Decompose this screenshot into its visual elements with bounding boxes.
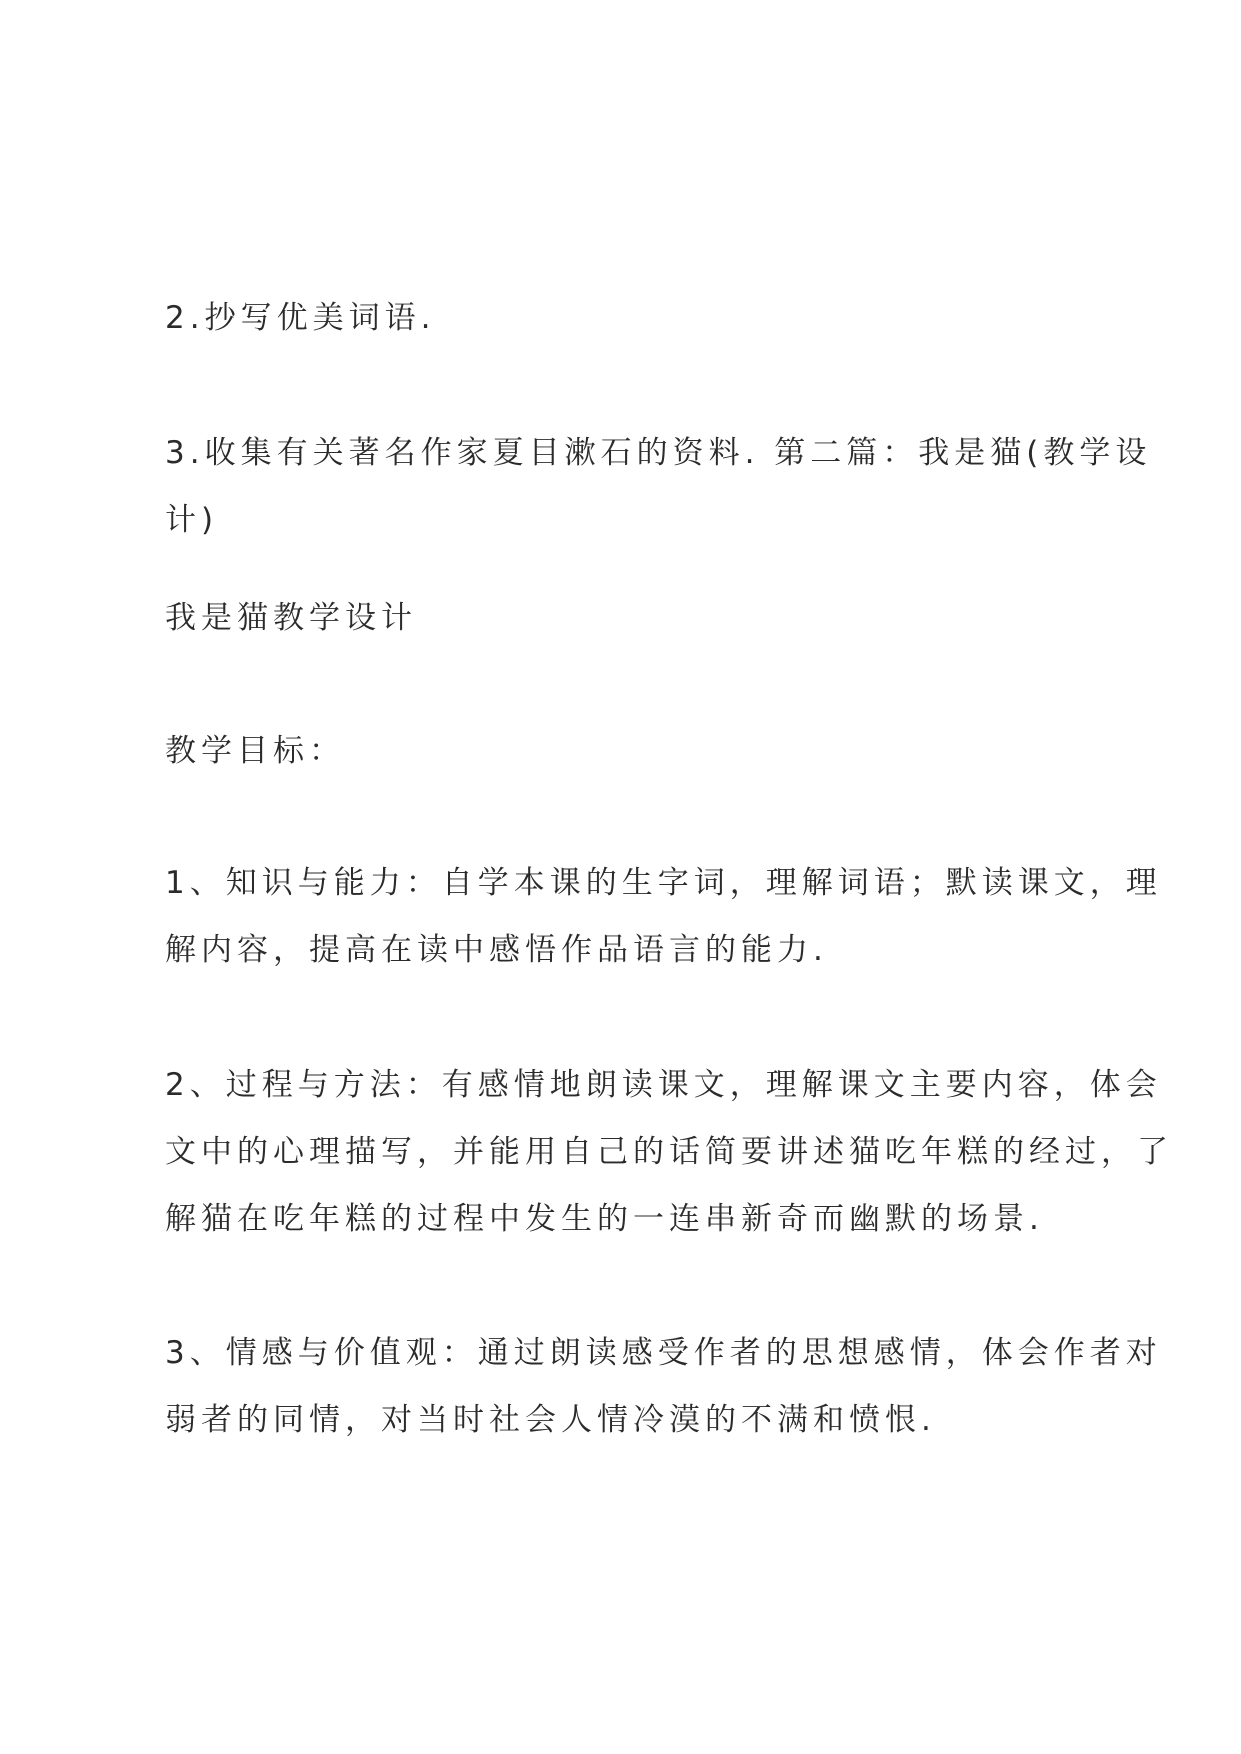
text-line: 弱者的同情，对当时社会人情冷漠的不满和愤恨.: [165, 1402, 936, 1438]
objective-emotion: [165, 1320, 1162, 1454]
text-line: 教学目标：: [165, 733, 345, 769]
text-line: 解内容，提高在读中感悟作品语言的能力.: [165, 932, 828, 968]
objective-process: [165, 1052, 1173, 1253]
objective-knowledge: [165, 850, 1162, 984]
text-line: 我是猫教学设计: [165, 600, 417, 636]
text-line: 3.收集有关著名作家夏目漱石的资料. 第二篇：我是猫(教学设: [165, 435, 1152, 471]
text-line: 3、情感与价值观：通过朗读感受作者的思想感情，体会作者对: [165, 1335, 1162, 1371]
text-line: 解猫在吃年糕的过程中发生的一连串新奇而幽默的场景.: [165, 1201, 1044, 1237]
homework-item-2: [165, 285, 1095, 352]
text-line: 2、过程与方法：有感情地朗读课文，理解课文主要内容，体会: [165, 1067, 1162, 1103]
text-line: 2.抄写优美词语.: [165, 300, 436, 336]
text-line: 文中的心理描写，并能用自己的话简要讲述猫吃年糕的经过，了: [165, 1134, 1173, 1170]
objectives-heading: [165, 718, 1095, 785]
section-title: [165, 585, 1095, 652]
text-line: 计): [165, 502, 219, 538]
text-line: 1、知识与能力：自学本课的生字词，理解词语；默读课文，理: [165, 865, 1162, 901]
homework-item-3: [165, 420, 1152, 554]
